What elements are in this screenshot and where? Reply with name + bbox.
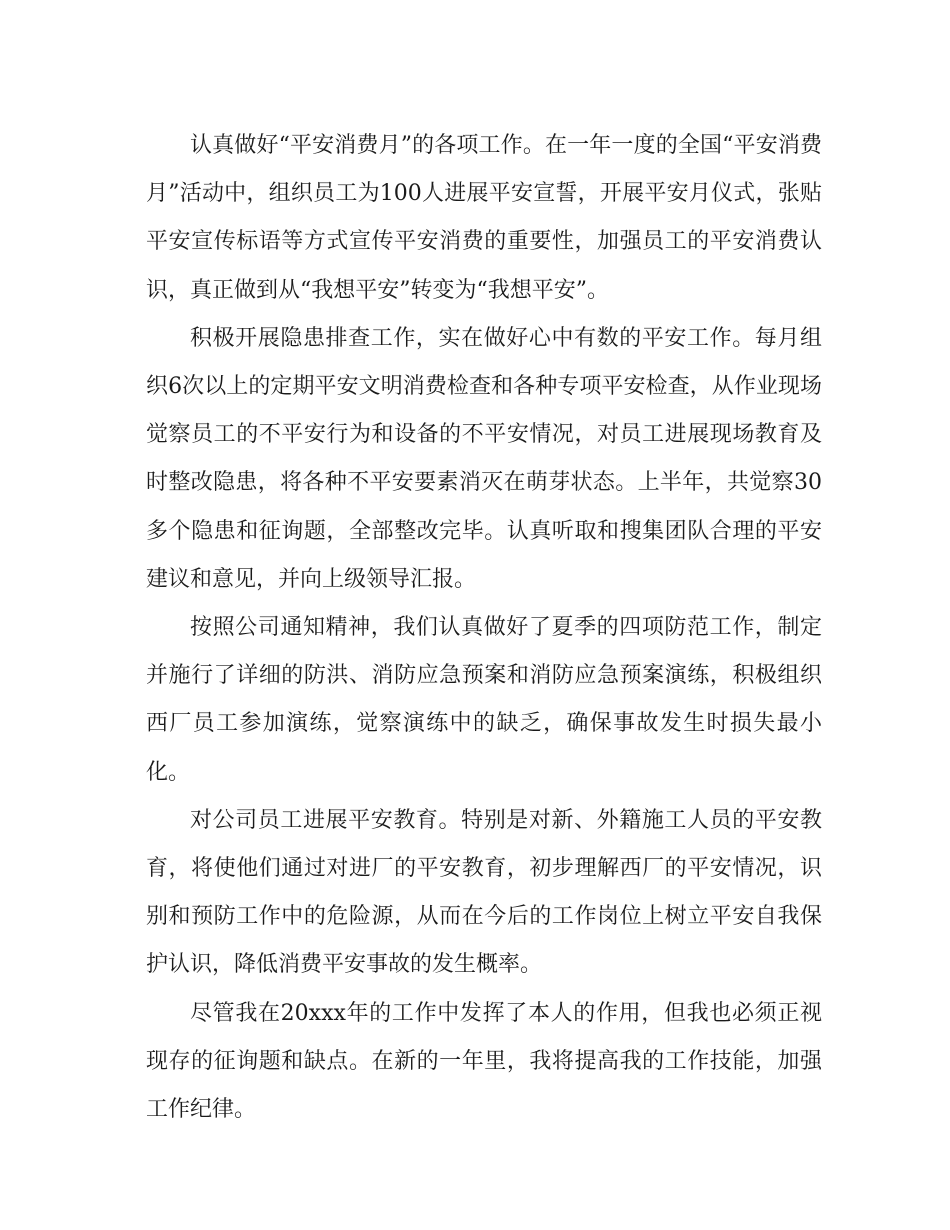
paragraph-safety-month: 认真做好“平安消费月”的各项工作。在一年一度的全国“平安消费月”活动中，组织员工为100人进展平安宣誓，开展平安月仪式，张贴平安宣传标语等方式宣传平安消费的重要性，加强员工的平安消费认识，真正做到从“我想平安”转变为“我想平安”。 (146, 133, 822, 303)
paragraph-hazard-inspection: 积极开展隐患排查工作，实在做好心中有数的平安工作。每月组织6次以上的定期平安文明消费检查和各种专项平安检查，从作业现场觉察员工的不平安行为和设备的不平安情况，对员工进展现场教育及时整改隐患，将各种不平安要素消灭在萌芽状态。上半年，共觉察30多个隐患和征询题，全部整改完毕。认真听取和搜集团队合理的平安建议和意见，并向上级领导汇报。 (146, 325, 822, 592)
paragraph-conclusion: 尽管我在20xxx年的工作中发挥了本人的作用，但我也必须正视现存的征询题和缺点。在新的一年里，我将提高我的工作技能，加强工作纪律。 (146, 1000, 822, 1123)
document-body (146, 122, 822, 1134)
paragraph-safety-education: 对公司员工进展平安教育。特别是对新、外籍施工人员的平安教育，将使他们通过对进厂的平安教育，初步理解西厂的平安情况，识别和预防工作中的危险源，从而在今后的工作岗位上树立平安自我保护认识，降低消费平安事故的发生概率。 (146, 807, 822, 978)
paragraph-summer-prevention: 按照公司通知精神，我们认真做好了夏季的四项防范工作，制定并施行了详细的防洪、消防应急预案和消防应急预案演练，积极组织西厂员工参加演练，觉察演练中的缺乏，确保事故发生时损失最小化。 (146, 615, 822, 785)
